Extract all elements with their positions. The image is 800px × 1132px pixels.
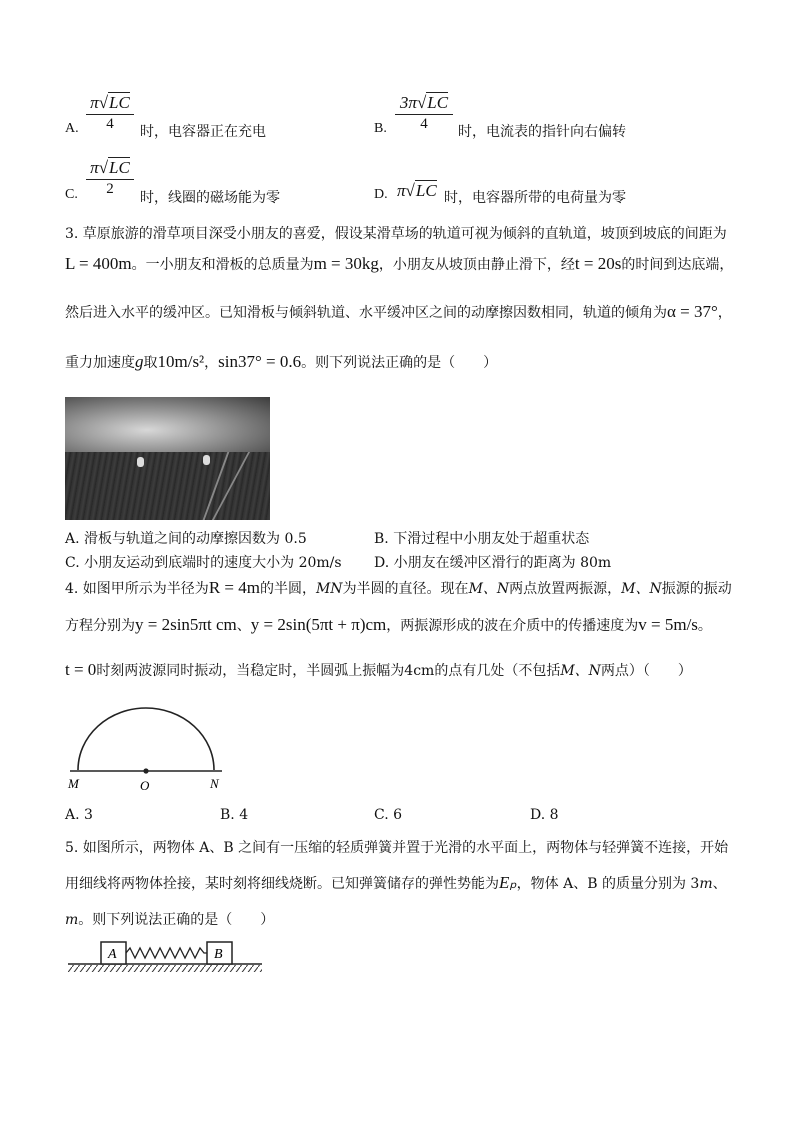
q2-option-b-fraction: 3π√LC 4: [395, 92, 453, 133]
q2-option-c-label: C.: [65, 187, 78, 202]
label-n: N: [210, 776, 219, 791]
q4-radius: R = 4m: [208, 578, 260, 597]
q4-line-3-text-3: 两点）（ ）: [600, 663, 692, 679]
q2-option-d-text: 时，电容器所带的电荷量为零: [444, 190, 626, 206]
q4-line-2-text-1: 方程分别为: [65, 618, 135, 634]
semicircle-arc: [78, 708, 214, 770]
q5-line-3-text-1: 。则下列说法正确的是（ ）: [78, 912, 275, 928]
q4-speed: v = 5m/s: [638, 615, 698, 634]
center-point: [143, 768, 148, 773]
q3-line-4: [65, 352, 497, 373]
photo-child: [203, 455, 210, 465]
q4-option-d: D. 8: [530, 807, 559, 823]
q4-line-2-text-3: ，两振源形成的波在介质中的传播速度为: [386, 618, 639, 634]
q3-time: t = 20s: [574, 254, 622, 273]
label-a: A: [108, 947, 117, 962]
q4-option-b: B. 4: [220, 807, 249, 823]
q5-line-2: [65, 873, 727, 894]
q4-line-2-text-4: 。: [697, 618, 712, 634]
q4-option-c: C. 6: [374, 807, 403, 823]
q3-mass: m = 30kg: [313, 254, 379, 273]
q2-b-coef: 3π: [399, 93, 417, 112]
q4-mn-sources: M、N: [621, 581, 662, 597]
photo-sky: [65, 397, 270, 452]
q4-line-1-text-6: 两点放置两振源，: [509, 581, 622, 597]
q3-option-a: A. 滑板与轨道之间的动摩擦因数为 0.5: [65, 531, 307, 547]
q2-a-pi: π: [90, 93, 99, 112]
q4-line-3-text-1: 时刻两波源同时振动，当稳定时，半圆弧上振幅为4cm的点有几处（不包括: [96, 663, 561, 679]
q3-line-1: 3. 草原旅游的滑草项目深受小朋友的喜爱，假设某滑草场的轨道可视为倾斜的直轨道，坡顶到坡底的间距为: [65, 226, 727, 242]
q2-d-pi: π: [397, 181, 406, 200]
q2-a-den: 4: [106, 116, 114, 132]
q4-line-1: [65, 578, 732, 599]
q4-eq-m: y = 2sin5πt cm: [135, 615, 237, 634]
q2-c-pi: π: [90, 158, 99, 177]
q3-option-b: B. 下滑过程中小朋友处于超重状态: [374, 531, 590, 547]
q4-line-3: [65, 660, 692, 681]
q3-line-2-text-3: 的时间到达底端，: [621, 257, 734, 273]
q3-sin: sin37° = 0.6: [218, 352, 302, 371]
q3-option-d: D. 小朋友在缓冲区滑行的距离为 80m: [374, 555, 612, 571]
q5-ep: Eₚ: [499, 873, 517, 892]
q5-line-1: 5. 如图所示，两物体 A、B 之间有一压缩的轻质弹簧并置于光滑的水平面上，两物体与轻弹簧不连接，开始: [65, 840, 729, 856]
label-o: O: [140, 778, 150, 793]
q2-option-b-text: 时，电流表的指针向右偏转: [458, 124, 626, 140]
q5-m: m: [699, 876, 713, 892]
label-b: B: [214, 947, 223, 962]
q3-line-2-text-1: 。一小朋友和滑板的总质量为: [131, 257, 314, 273]
q2-option-d-label: D.: [374, 187, 388, 202]
q2-a-rad: LC: [109, 93, 130, 112]
q3-line-3-text-1: 然后进入水平的缓冲区。已知滑板与倾斜轨道、水平缓冲区之间的动摩擦因数相同，轨道的倾角为: [65, 305, 667, 321]
photo-child: [137, 457, 144, 467]
q2-c-den: 2: [106, 181, 114, 197]
photo-ground: [65, 452, 270, 520]
q4-line-1-text-1: 4. 如图甲所示为半径为: [65, 581, 209, 597]
q2-b-den: 4: [420, 116, 428, 132]
grass-slide-photo: [65, 397, 270, 520]
q3-line-4-text-3: ，: [204, 355, 219, 371]
q4-option-a: A. 3: [65, 807, 93, 823]
spring-blocks-diagram: [66, 935, 266, 977]
q4-t0: t = 0: [65, 660, 97, 679]
q2-option-a-label: A.: [65, 121, 79, 136]
q2-b-rad: LC: [427, 93, 449, 112]
q3-line-2-text-2: ，小朋友从坡顶由静止滑下，经: [378, 257, 575, 273]
q2-c-rad: LC: [109, 158, 130, 177]
q3-distance: L = 400m: [65, 254, 132, 273]
q4-line-2: [65, 615, 712, 636]
q4-eq-n: y = 2sin(5πt + π)cm: [250, 615, 387, 634]
q3-g: g: [135, 352, 144, 371]
q2-option-d-expr: π√LC: [397, 181, 437, 200]
q5-line-2-text-3: 、: [712, 876, 727, 892]
q4-mn-exclude: M、N: [560, 663, 601, 679]
q5-m-2: m: [65, 912, 79, 928]
q3-line-4-text-4: 。则下列说法正确的是（ ）: [301, 355, 498, 371]
q2-option-a-text: 时，电容器正在充电: [140, 124, 266, 140]
q4-line-1-text-8: 振源的振动: [661, 581, 732, 597]
q2-option-c-fraction: π√LC 2: [86, 157, 134, 198]
q3-line-2: [65, 254, 733, 275]
q3-line-4-text-1: 重力加速度: [65, 355, 135, 371]
q5-line-2-text-1: 用细线将两物体拴接，某时刻将细线烧断。已知弹簧储存的弹性势能为: [65, 876, 499, 892]
q3-angle: α = 37°: [667, 302, 718, 321]
q2-option-a-fraction: π√LC 4: [86, 92, 134, 133]
q3-option-c: C. 小朋友运动到底端时的速度大小为 20m/s: [65, 555, 342, 571]
q3-gravity: 10m/s²: [157, 352, 205, 371]
q4-mn-points: M、N: [468, 581, 510, 597]
label-m: M: [68, 776, 79, 791]
q4-line-1-text-4: 为半圆的直径。现在: [342, 581, 469, 597]
ground-hatch: [68, 965, 262, 972]
q3-line-4-text-2: 取: [143, 355, 158, 371]
q2-option-c-text: 时，线圈的磁场能为零: [140, 190, 280, 206]
semicircle-diagram: [60, 700, 240, 795]
q3-line-3: [65, 302, 732, 323]
q5-line-2-text-2: ，物体 A、B 的质量分别为 3: [516, 876, 700, 892]
q3-line-3-text-2: ，: [717, 305, 732, 321]
q4-mn: MN: [315, 581, 343, 597]
q5-line-3: [65, 910, 274, 930]
q4-line-1-text-2: 的半圆，: [259, 581, 316, 597]
spring: [126, 948, 207, 958]
q2-option-b-label: B.: [374, 121, 387, 136]
q4-line-2-text-2: 、: [236, 618, 251, 634]
q2-d-rad: LC: [415, 181, 437, 200]
